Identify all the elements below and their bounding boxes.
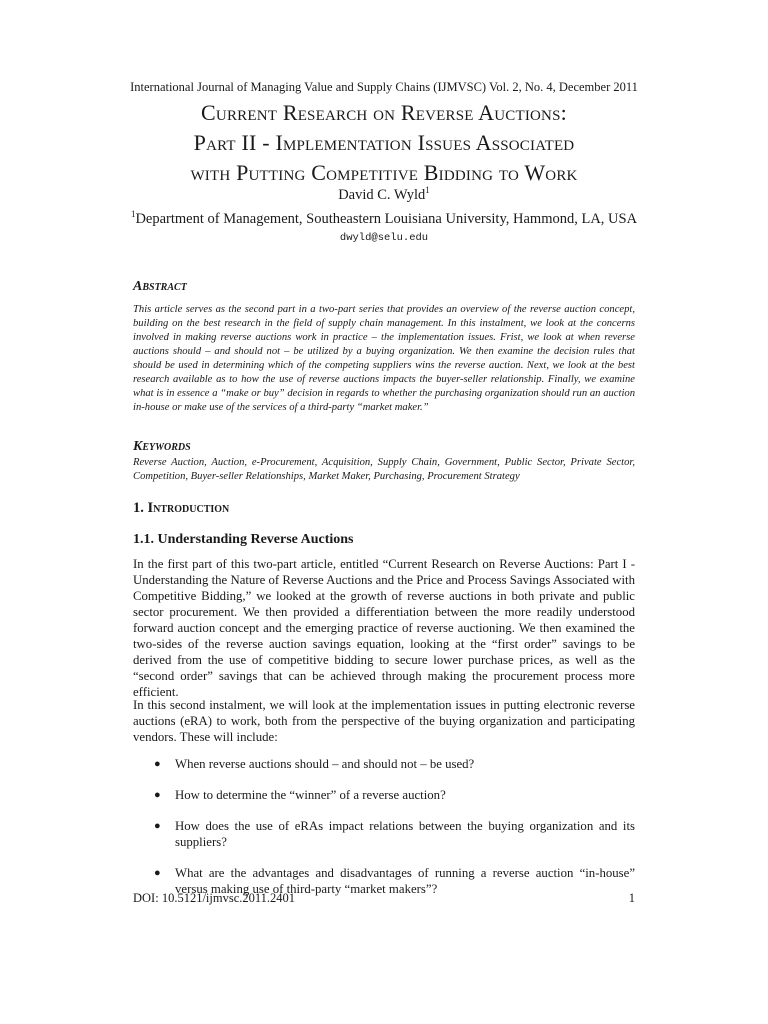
author-name: David C. Wyld [338, 187, 426, 203]
affiliation-marker: 1 [130, 209, 136, 220]
list-item-text: When reverse auctions should – and should not – be used? [175, 757, 475, 771]
section-number: 1. [133, 500, 144, 516]
section-title: Introduction [147, 500, 230, 516]
journal-header: International Journal of Managing Value and Supply Chains (IJMVSC) Vol. 2, No. 4, December 2011 [130, 80, 638, 94]
abstract-text: This article serves as the second part in a two-part series that provides an overview of the reverse auction concept, building on the best research in the field of supply chain management. In this instalment, we look at the concerns involved in making reverse auctions work in practice – the implementation issues. Frist, we look at when reverse auctions should – and should not – be utilized by a buying organization. We then examine the decision rules that should be used in determining which of the competing suppliers wins the reverse auction. Next, we look at the best research available as to how the use of reverse auctions impacts the buyer-seller relationship. Finally, we examine what is in essence a “make or buy” decision in regards to whether the purchasing organization should run an auction in-house or make use of the services of a third-party “market maker.” [133, 304, 635, 413]
keywords-heading: Keywords [133, 439, 191, 454]
bullet-icon: ● [154, 867, 161, 879]
section-heading [133, 499, 229, 517]
list-item [133, 818, 635, 850]
title-line: Part II - Implementation Issues Associated [193, 130, 575, 155]
bullet-icon: ● [154, 820, 161, 832]
bullet-list [133, 756, 635, 897]
list-item-text: What are the advantages and disadvantages of running a reverse auction “in-house” versus making use of third-party “market makers”? [175, 866, 635, 896]
list-item-text: How does the use of eRAs impact relations between the buying organization and its suppliers? [175, 819, 635, 849]
list-item [133, 787, 635, 803]
author-email: dwyld@selu.edu [339, 232, 429, 244]
list-item-text: How to determine the “winner” of a reverse auction? [175, 788, 446, 802]
subsection-heading: 1.1. Understanding Reverse Auctions [133, 532, 354, 547]
author-marker: 1 [425, 185, 430, 196]
keywords-text: Reverse Auction, Auction, e-Procurement, Acquisition, Supply Chain, Government, Public Sector, Private Sector, Competition, Buyer-seller Relationships, Market Maker, Purchasing, Procurement Strategy [133, 457, 635, 482]
list-item [133, 756, 635, 772]
title-line: with Putting Competitive Bidding to Work [190, 160, 578, 185]
doi-text: DOI: 10.5121/ijmvsc.2011.2401 [133, 891, 296, 905]
body-paragraph: In the first part of this two-part article, entitled “Current Research on Reverse Auctions: Part I - Understanding the Nature of Reverse Auctions and the Price and Process Savings Associated with Competitive Bidding,” we looked at the growth of reverse auctions in both private and public sector procurement. We then provided a differentiation between the more readily understood forward auction concept and the emerging practice of reverse auctioning. We then examined the two-sides of the reverse auction savings equation, looking at the “first order” savings to be derived from the use of competitive bidding to secure lower purchase prices, as well as the “second order” savings that can be achieved through making the procurement process more efficient. [133, 557, 635, 699]
title-line: Current Research on Reverse Auctions: [201, 100, 567, 125]
bullet-icon: ● [154, 789, 161, 801]
page-number: 1 [628, 891, 635, 905]
affiliation-text: Department of Management, Southeastern Louisiana University, Hammond, LA, USA [135, 211, 638, 227]
bullet-icon: ● [154, 758, 161, 770]
body-paragraph: In this second instalment, we will look at the implementation issues in putting electronic reverse auctions (eRA) to work, both from the perspective of the buying organization and participating vendors. These will include: [133, 698, 635, 744]
affiliation [0, 210, 768, 228]
abstract-heading: Abstract [133, 279, 187, 294]
author [0, 186, 768, 204]
paper-title [60, 98, 708, 188]
page-footer [133, 890, 635, 906]
